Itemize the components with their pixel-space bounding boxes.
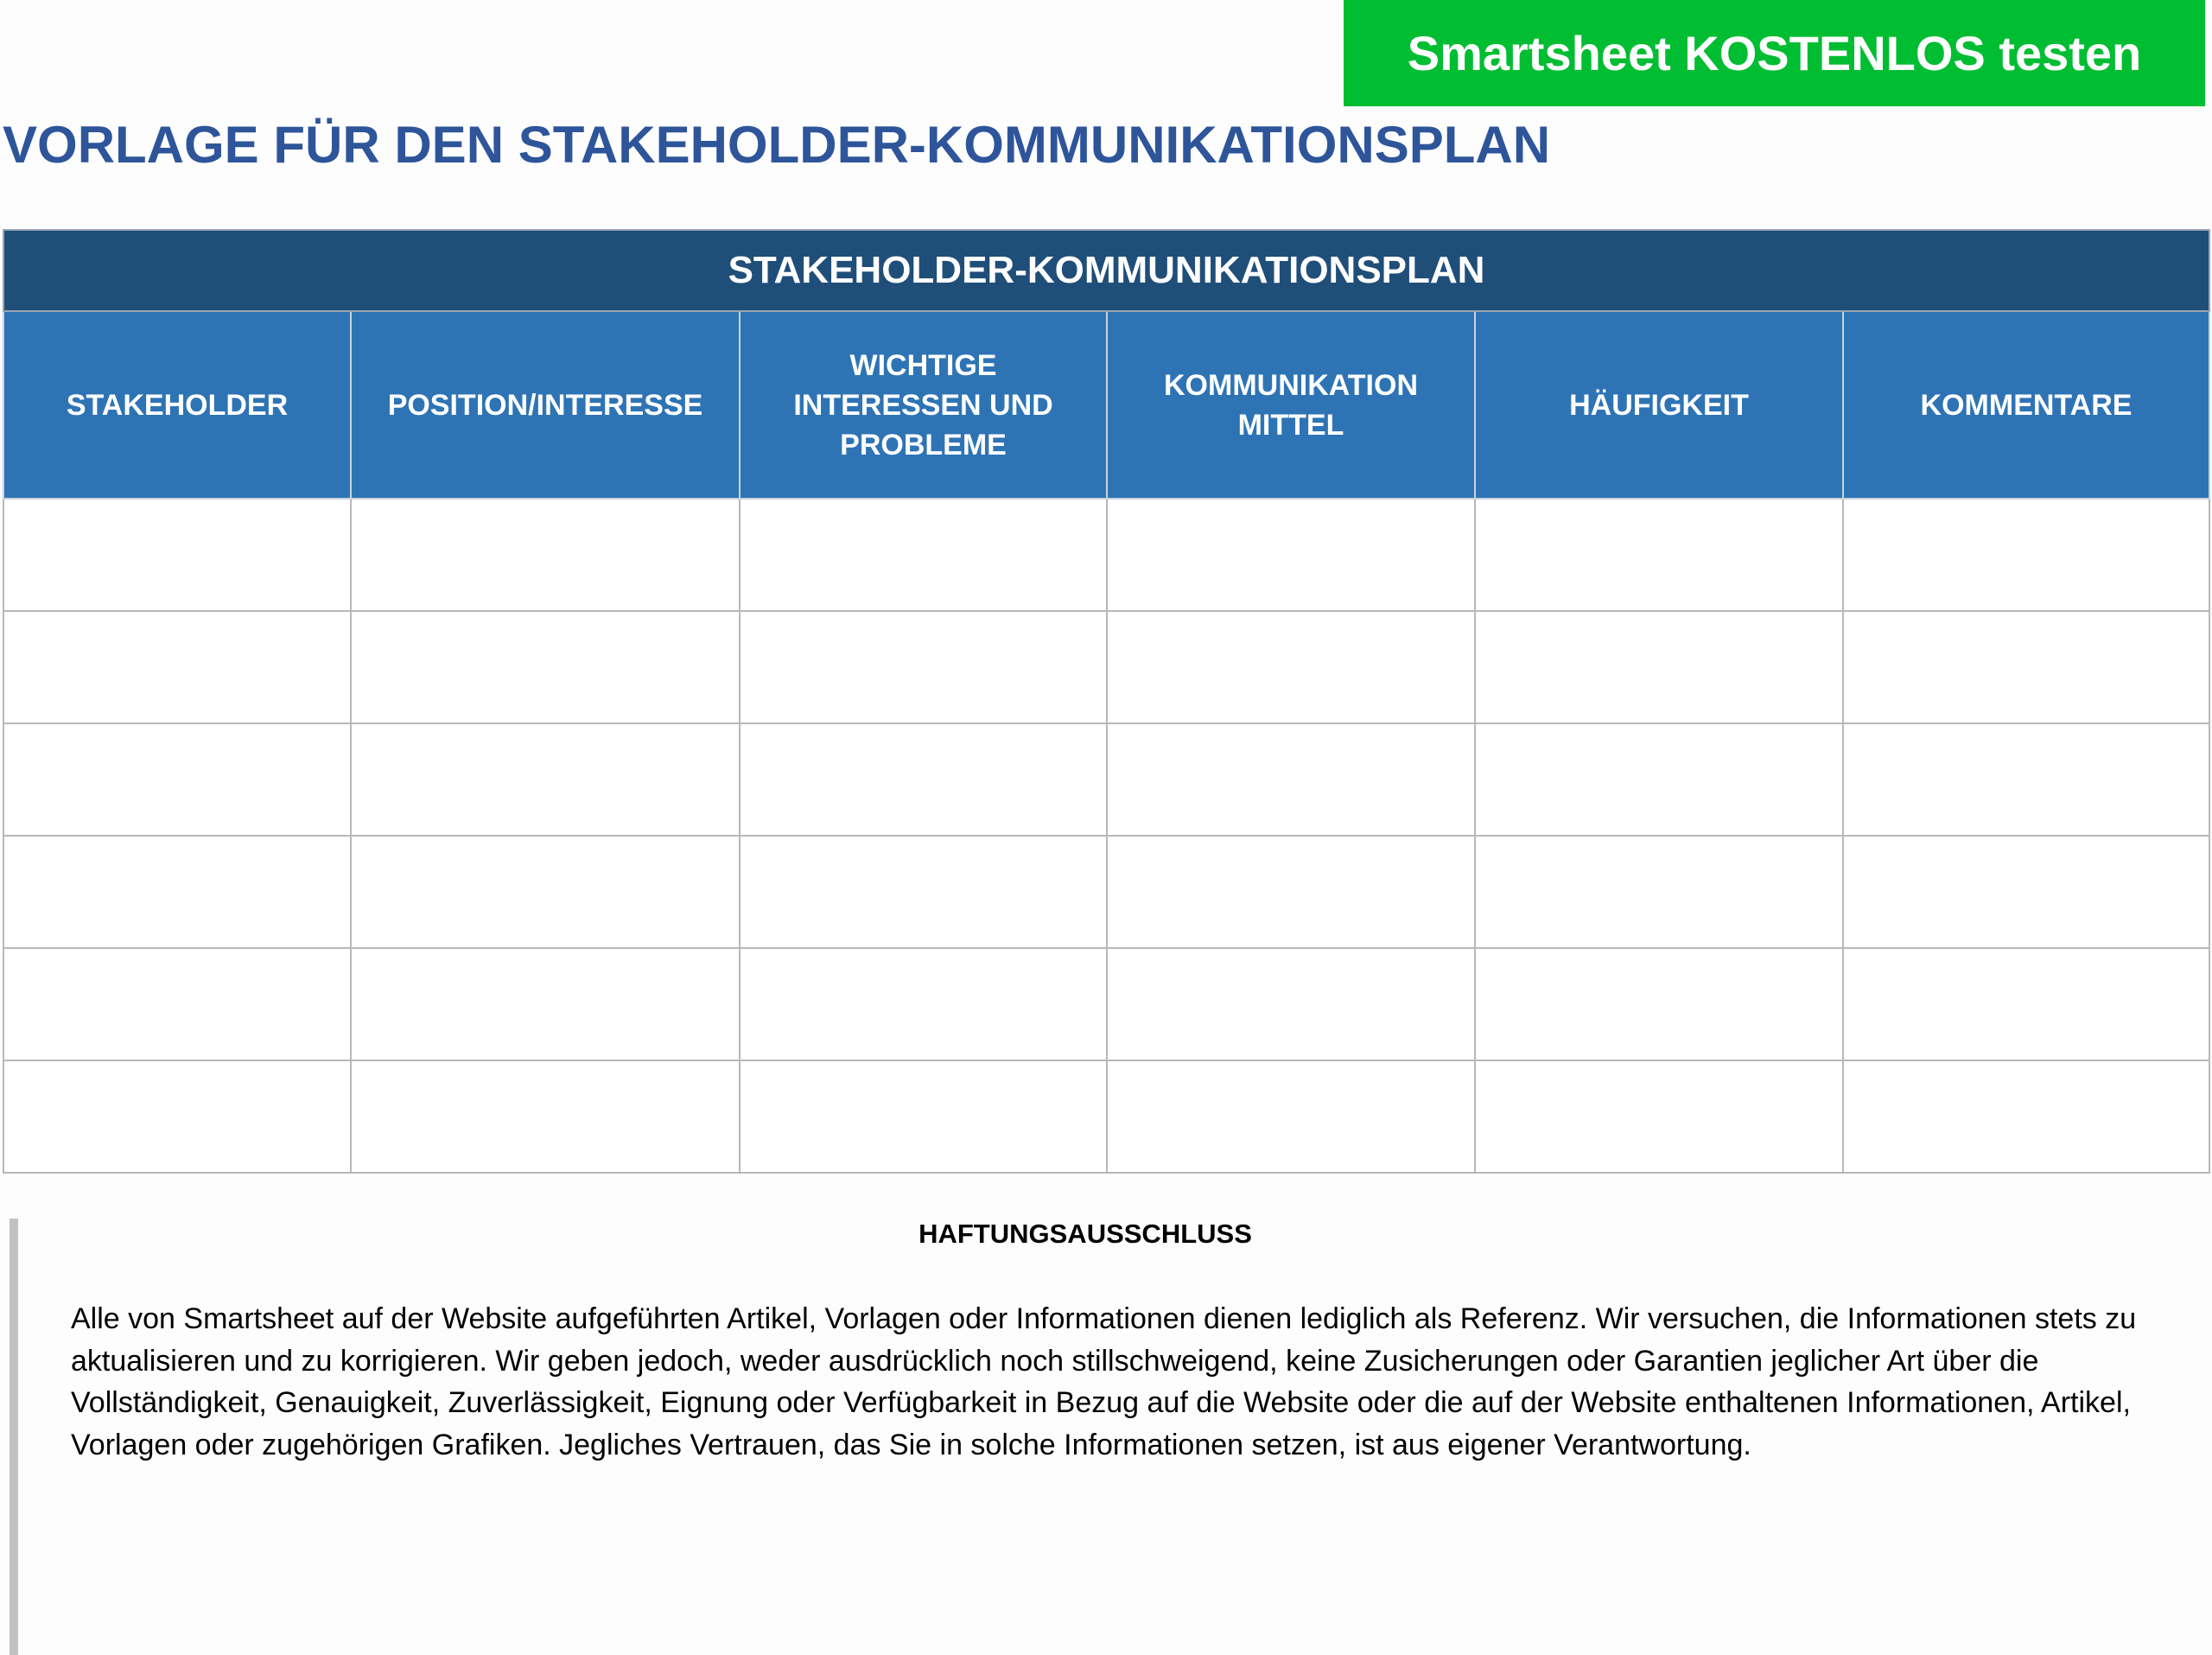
table-cell[interactable] xyxy=(1843,948,2209,1060)
table-cell[interactable] xyxy=(1475,499,1843,611)
table-cell[interactable] xyxy=(351,611,740,723)
column-header-position-interest: POSITION/INTERESSE xyxy=(351,311,740,499)
column-header-comments: KOMMENTARE xyxy=(1843,311,2209,499)
page-title: VORLAGE FÜR DEN STAKEHOLDER-KOMMUNIKATIONSPLAN xyxy=(3,116,1551,174)
table-cell[interactable] xyxy=(351,948,740,1060)
table-cell[interactable] xyxy=(1475,836,1843,948)
disclaimer-heading: HAFTUNGSAUSSCHLUSS xyxy=(918,1219,1252,1249)
column-header-stakeholder: STAKEHOLDER xyxy=(3,311,351,499)
table-row xyxy=(3,723,2209,836)
table-cell[interactable] xyxy=(1107,948,1475,1060)
table-cell[interactable] xyxy=(740,948,1107,1060)
table-cell[interactable] xyxy=(1107,836,1475,948)
table-cell[interactable] xyxy=(351,723,740,836)
table-row xyxy=(3,1060,2209,1173)
table-cell[interactable] xyxy=(740,836,1107,948)
table-cell[interactable] xyxy=(1475,611,1843,723)
table-cell[interactable] xyxy=(1107,723,1475,836)
column-header-frequency: HÄUFIGKEIT xyxy=(1475,311,1843,499)
table-cell[interactable] xyxy=(351,836,740,948)
table-cell[interactable] xyxy=(740,611,1107,723)
table-cell[interactable] xyxy=(3,611,351,723)
table-cell[interactable] xyxy=(1107,499,1475,611)
table-cell[interactable] xyxy=(1843,836,2209,948)
table-cell[interactable] xyxy=(3,1060,351,1173)
table-cell[interactable] xyxy=(3,499,351,611)
column-header-key-interests-issues: WICHTIGE INTERESSEN UND PROBLEME xyxy=(740,311,1107,499)
table-cell[interactable] xyxy=(1475,948,1843,1060)
table-cell[interactable] xyxy=(351,1060,740,1173)
table-cell[interactable] xyxy=(3,836,351,948)
disclaimer-text: Alle von Smartsheet auf der Website aufgeführten Artikel, Vorlagen oder Informationen dienen lediglich als Referenz. Wir versuchen, die Informationen stets zu aktualisieren und zu korrigieren. Wir geben jedoch, weder ausdrücklich noch stillschweigend, keine Zusicherungen oder Garantien jeglicher Art über die Vollständigkeit, Genauigkeit, Zuverlässigkeit, Eignung oder Verfügbarkeit in Bezug auf die Website oder die auf der Website enthaltenen Informationen, Artikel, Vorlagen oder zugehörigen Grafiken. Jegliches Vertrauen, das Sie in solche Informationen setzen, ist aus eigener Verantwortung. xyxy=(71,1302,2137,1461)
table-cell[interactable] xyxy=(1843,723,2209,836)
disclaimer-border xyxy=(10,1219,18,1655)
table-row xyxy=(3,948,2209,1060)
table-row xyxy=(3,499,2209,611)
table-cell[interactable] xyxy=(1843,611,2209,723)
table-cell[interactable] xyxy=(740,499,1107,611)
column-header-communication-means: KOMMUNIKATION MITTEL xyxy=(1107,311,1475,499)
table-cell[interactable] xyxy=(740,723,1107,836)
table-cell[interactable] xyxy=(1843,1060,2209,1173)
table-cell[interactable] xyxy=(1475,1060,1843,1173)
table-cell[interactable] xyxy=(1107,1060,1475,1173)
table-cell[interactable] xyxy=(740,1060,1107,1173)
table-cell[interactable] xyxy=(3,723,351,836)
stakeholder-communication-plan-table xyxy=(3,229,2210,1174)
table-cell[interactable] xyxy=(1475,723,1843,836)
table-row xyxy=(3,611,2209,723)
table-cell[interactable] xyxy=(1843,499,2209,611)
table-cell[interactable] xyxy=(3,948,351,1060)
table-cell[interactable] xyxy=(1107,611,1475,723)
table-cell[interactable] xyxy=(351,499,740,611)
table-banner-title: STAKEHOLDER-KOMMUNIKATIONSPLAN xyxy=(3,230,2209,311)
table-row xyxy=(3,836,2209,948)
try-smartsheet-free-button[interactable]: Smartsheet KOSTENLOS testen xyxy=(1344,0,2205,106)
